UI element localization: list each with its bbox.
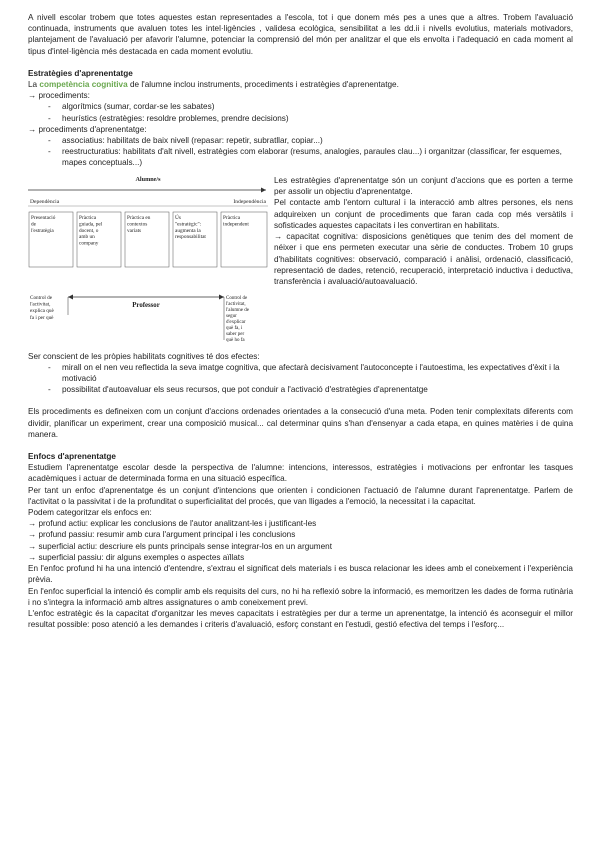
list-item: - possibilitat d'autoavaluar els seus recursos, que pot conduir a l'activació d'estratègies d'aprenentatge bbox=[28, 384, 573, 395]
stage-box-label: Pràctica independent bbox=[223, 214, 249, 228]
arrow-procediments-aprenentatge: → procediments d'aprenentatge: bbox=[28, 124, 147, 134]
competencia-line bbox=[28, 79, 573, 90]
bottom-right-label: Control de l'activitat, l'alumne de segur d'explicar què fa, i saber per què ho fa bbox=[226, 295, 249, 343]
stage-box-label: Presentació de l'estratègia bbox=[31, 214, 56, 234]
diagram-svg bbox=[28, 175, 268, 343]
procediments-list bbox=[28, 101, 573, 123]
stage-box-label: Pràctica en contextos variats bbox=[127, 214, 151, 234]
competencia-pre: La bbox=[28, 80, 40, 90]
competencia-highlight: competència cognitiva bbox=[39, 80, 128, 90]
independencia-label: Independència bbox=[233, 198, 266, 205]
right-paragraph-2: Pel contacte amb l'entorn cultural i la interacció amb altres persones, els nens adquireixen un conjunt de procediments que faran cada cop més versàtils i sofisticades aquestes capacitats i les convertiran en habilitats. bbox=[274, 198, 573, 230]
list-item: - associatius: habilitats de baix nivell (repasar: repetir, subratllar, copiar...) bbox=[28, 135, 573, 146]
stage-box-label: Pràctica guiada, pel docent, o amb un company bbox=[79, 214, 103, 247]
enfocs-paragraph-2: Per tant un enfoc d'aprenentatge és un conjunt d'intencions que orienten i condicionen l'actuació de l'alumne durant l'aprenentatge. Parlem de l'activitat o la passivitat i de la profunditat o superficialitat del procés, que van lligades a l'emoció, la necessitat i la capacitat. bbox=[28, 485, 573, 506]
competencia-post: de l'alumne inclou instruments, procediments i estratègies d'aprenentatge. bbox=[127, 80, 399, 90]
stage-box-label: Ús "estratègic": augmenta la responsabilitat bbox=[175, 214, 206, 240]
bottom-left-label: Control de l'activitat, explica què fa i per què bbox=[30, 294, 54, 321]
enfocs-paragraph-1: Estudiem l'aprenentatge escolar desde la perspectiva de l'alumne: intencions, interessos, estratègies i motivacions per enfrontar les tasques acadèmiques i actuar de determinada forma en una situació específica. bbox=[28, 463, 573, 484]
effects-list bbox=[28, 362, 573, 396]
top-arrow-head bbox=[261, 187, 266, 192]
right-paragraph-1: Les estratègies d'aprenentatge són un conjunt d'accions que es porten a terme per assolir un objectiu d'aprenentatge. bbox=[274, 175, 573, 196]
learning-diagram bbox=[28, 175, 268, 343]
enfoc-arrow-item: → profund actiu: explicar les conclusions de l'autor analitzant-les i justificant-les bbox=[28, 519, 317, 529]
bottom-left-text bbox=[30, 295, 54, 321]
right-column-text bbox=[274, 175, 573, 343]
enfocs-paragraph-6: L'enfoc estratègic és la capacitat d'organitzar les meves capacitats i estratègies per dur a terme un aprenentatge, la intenció és aconseguir el millor resultat possible: poso atenció a les demandes i criteris d'avaluació, esforç constant en l'estudi, gestió efectiva del temps i l'esforç... bbox=[28, 608, 573, 630]
diagram-and-text bbox=[28, 175, 573, 343]
enfoc-arrow-item: → superficial actiu: descriure els punts principals sense integrar-los en un argument bbox=[28, 541, 332, 551]
right-paragraph-3: → capacitat cognitiva: disposicions genètiques que tenim des del moment de néixer i que ens permeten executar una sèrie de conductes. Trobem 10 grups d'habilitats cognitives: observació, comparació i anàlisi, ordenació, classificació, representació de dades, retenció, recuperació, interpretació inductiva i deductiva, transferència i avaluació/autoavaluació. bbox=[274, 232, 573, 287]
heading-estrategies: Estratègies d'aprenentatge bbox=[28, 68, 133, 78]
aprenentatge-list bbox=[28, 135, 573, 169]
conscient-intro: Ser conscient de les pròpies habilitats cognitives té dos efectes: bbox=[28, 351, 260, 361]
list-item: - reestructuratius: habilitats d'alt nivell, estratègies com elaborar (resums, analogies, paraules clau...) i organitzar (classificar, fer esquemes, mapes conceptuals...) bbox=[28, 146, 573, 168]
enfocs-paragraph-3: Podem categoritzar els enfocs en: bbox=[28, 508, 152, 518]
heading-enfocs: Enfocs d'aprenentatge bbox=[28, 452, 116, 462]
enfoc-arrow-item: → superficial passiu: dir alguns exemples o aspectes aïllats bbox=[28, 552, 245, 562]
procediments-paragraph: Els procediments es defineixen com un conjunt d'accions ordenades orientades a la consecució d'una meta. Poden tenir complexitats diferents com dividir, planificar un experiment, crear una composició musical... cal determinar quins s'han d'ensenyar a cada etapa, en quines matèries i de quina manera. bbox=[28, 407, 573, 439]
list-item: - heurístics (estratègies: resoldre problemes, prendre decisions) bbox=[28, 113, 573, 124]
diagram-top-label: Alumne/s bbox=[135, 175, 161, 183]
arrow-procediments: → procediments: bbox=[28, 91, 90, 101]
bottom-right-text bbox=[226, 296, 250, 343]
enfocs-paragraph-4: En l'enfoc profund hi ha una intenció d'entendre, s'extrau el significat dels materials i es busca relacionar les idees amb el coneixement i l'experiència prèvia. bbox=[28, 564, 573, 585]
intro-paragraph: A nivell escolar trobem que totes aquestes estan representades a l'escola, tot i que donem més pes a unes que a altres. Trobem l'avaluació continuada, instruments que avaluen totes les intel·ligències , validesa ecològica, sensibilitat a les dd.ii i nivells evolutius, materials motivadors, plantejament de l'avaluació per afavorir l'alumne, potenciar la comprensió del món per analitzar el que els envolta i l'adequació en cada moment al tipus d'intel·ligència més destacada en cada moment evolutiu. bbox=[28, 13, 573, 56]
list-item: - algorítmics (sumar, cordar-se les sabates) bbox=[28, 101, 573, 112]
bottom-arrow-head-left bbox=[68, 294, 73, 299]
professor-label: Professor bbox=[132, 301, 160, 309]
dependencia-label: Dependència bbox=[30, 198, 60, 205]
enfocs-paragraph-5: En l'enfoc superficial la intenció és complir amb els requisits del curs, no hi ha reflexió sobre la informació, es memoritzen les dades de forma rutinària i no s'integra la informació amb altres assignatures o amb coneixement previ. bbox=[28, 586, 573, 607]
bottom-arrow-head-right bbox=[219, 294, 224, 299]
enfoc-arrow-item: → profund passiu: resumir amb cura l'argument principal i les conclusions bbox=[28, 530, 296, 540]
list-item: - mirall on el nen veu reflectida la seva imatge cognitiva, que afectarà decisivament l'autoconcepte i l'autoestima, les expectatives d'èxit i la motivació bbox=[28, 362, 573, 384]
